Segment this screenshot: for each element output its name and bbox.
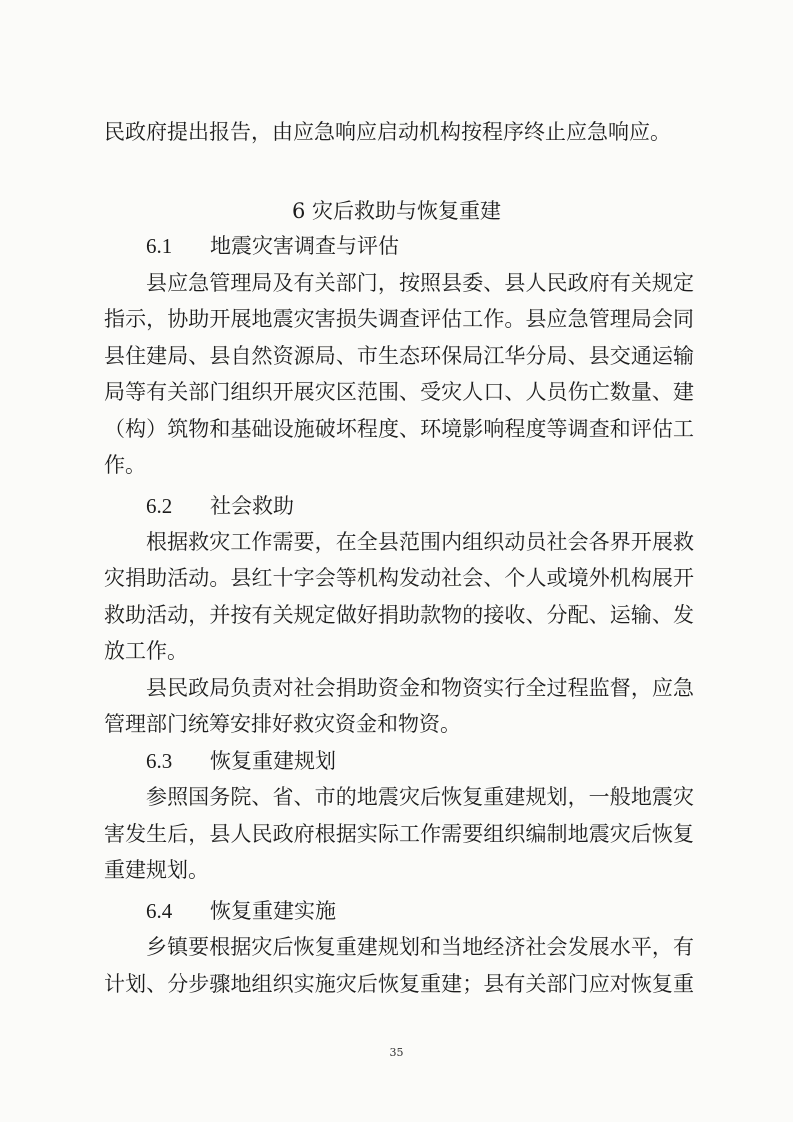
body-text-line: 害发生后，县人民政府根据实际工作需要组织编制地震灾后恢复 <box>104 822 694 846</box>
subsection-heading <box>146 897 336 925</box>
body-text-line: 管理部门统筹安排好救灾资金和物资。 <box>104 712 461 736</box>
subsection-number: 6.4 <box>146 899 173 923</box>
subsection-heading <box>146 232 399 260</box>
body-text-line: 局等有关部门组织开展灾区范围、受灾人口、人员伤亡数量、建 <box>104 380 694 404</box>
subsection-number: 6.3 <box>146 749 173 773</box>
body-text-line: 救助活动，并按有关规定做好捐助款物的接收、分配、运输、发 <box>104 603 694 627</box>
body-text-line: 参照国务院、省、市的地震灾后恢复重建规划，一般地震灾 <box>146 785 694 809</box>
subsection-title: 恢复重建实施 <box>210 899 336 923</box>
subsection-number: 6.2 <box>146 494 173 518</box>
subsection-number: 6.1 <box>146 234 173 258</box>
page-number: 35 <box>389 1046 404 1059</box>
subsection-heading <box>146 492 294 520</box>
body-text-line: 灾捐助活动。县红十字会等机构发动社会、个人或境外机构展开 <box>104 566 694 590</box>
subsection-title: 地震灾害调查与评估 <box>210 234 399 258</box>
subsection-title: 恢复重建规划 <box>210 749 336 773</box>
body-text-line: 民政府提出报告，由应急响应启动机构按程序终止应急响应。 <box>104 120 671 144</box>
body-text-line: 指示，协助开展地震灾害损失调查评估工作。县应急管理局会同 <box>104 307 694 331</box>
body-text-line: 放工作。 <box>104 639 188 663</box>
body-text-line: 作。 <box>104 453 146 477</box>
subsection-heading <box>146 747 336 775</box>
body-text-line: 县民政局负责对社会捐助资金和物资实行全过程监督，应急 <box>146 676 694 700</box>
body-text-line: 县应急管理局及有关部门，按照县委、县人民政府有关规定 <box>146 271 694 295</box>
body-text-line: 计划、分步骤地组织实施灾后恢复重建；县有关部门应对恢复重 <box>104 972 694 996</box>
body-text-line: 根据救灾工作需要，在全县范围内组织动员社会各界开展救 <box>146 530 694 554</box>
subsection-title: 社会救助 <box>210 494 294 518</box>
body-text-line: 重建规划。 <box>104 858 209 882</box>
body-text-line: 乡镇要根据灾后恢复重建规划和当地经济社会发展水平，有 <box>146 935 694 959</box>
body-text-line: 县住建局、县自然资源局、市生态环保局江华分局、县交通运输 <box>104 344 694 368</box>
section-title: 6 灾后救助与恢复重建 <box>291 199 502 223</box>
body-text-line: （构）筑物和基础设施破坏程度、环境影响程度等调查和评估工 <box>104 417 694 441</box>
